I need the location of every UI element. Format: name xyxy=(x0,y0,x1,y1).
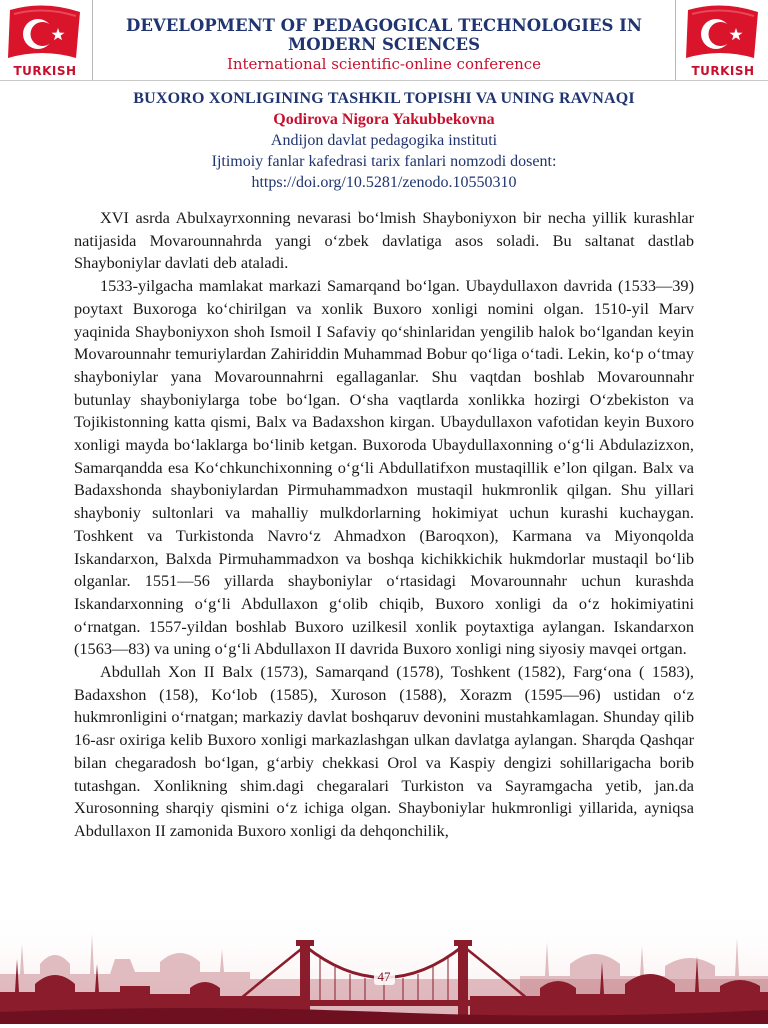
turkish-badge-right xyxy=(682,2,764,78)
article-body xyxy=(74,207,694,843)
badge-label-right: TURKISH xyxy=(691,64,755,78)
body-paragraph-1: XVI asrda Abulxayrxonning nevarasi boʻlmish Shayboniyxon bir necha yillik kurashlar natijasida Movarounnahrda yangi oʻzbek davlatiga asos soladi. Bu saltanat dastlab Shayboniylar davlati deb ataladi. xyxy=(74,208,694,273)
article-position: Ijtimoiy fanlar kafedrasi tarix fanlari nomzodi dosent: xyxy=(211,153,557,170)
article-institute: Andijon davlat pedagogika instituti xyxy=(270,132,498,149)
body-paragraph-3: Abdullah Xon II Balx (1573), Samarqand (1578), Toshkent (1582), Fargʻona ( 1583), Badaxshon (158), Koʻlob (1585), Xuroson (1588), Xorazm (1595—96) ustidan oʻz hukmronligini oʻrnatgan; markaziy davlat boshqaruv devonini mustahkamlagan. Shunday qilib 16-asr oxiriga kelib Buxoro xonligi markazlashgan ulkan davlatga aylangan. Sharqda Qashqar bilan chegaradosh boʻlgan, gʻarbiy chekkasi Orol va Kaspiy dengizi sohillarigacha borib tutashgan. Xonlikning shim.dagi chegaralari Turkiston va Sayramgacha yetib, jan.da Xurosonning sharqiy qismini oʻz ichiga olgan. Shayboniylar hukmronligi yillarida, ayniqsa Abdullaxon II zamonida Buxoro xonligi da dehqonchilik, xyxy=(74,662,694,840)
article-heading xyxy=(60,88,708,193)
body-paragraph-2: 1533-yilgacha mamlakat markazi Samarqand boʻlgan. Ubaydullaxon davrida (1533—39) poytaxt Buxoroga koʻchirilgan va xonlik Buxoro xonligi nomini olgan. 1510-yil Marv yaqinida Shayboniyxon shoh Ismoil I Safaviy qoʻshinlaridan yengilib halok boʻlgandan keyin Movarounnahr temuriylardan Zahiriddin Muhammad Bobur qoʻliga oʻtadi. Lekin, koʻp oʻtmay shayboniylar yana Movarounnahrni egallaganlar. Shu vaqtdan boshlab Movarounnahr butunlay shayboniylarga tobe boʻlgan. Oʻsha vaqtlarda xonlikka hozirgi Oʻzbekiston va Tojikistonning katta qismi, Balx va Badaxshon kirgan. Ubaydullaxon vafotidan keyin Buxoro xonligi mayda boʻlaklarga boʻlinib ketgan. Buxoroda Ubaydullaxonning oʻgʻli Abdulazizxon, Samarqandda esa Koʻchkunchixonning oʻgʻli Abdullatifxon mustaqillik eʼlon qilgan. Balx va Badaxshonda shayboniylardan Pirmuhammadxon mustaqil hukmronlik qilgan. Shu yillari shayboniy sultonlari va mahalliy mulkdorlarning hokimiyat uchun kurashi kuchaygan. Toshkent va Turkistonda Navroʻz Ahmadxon (Baroqxon), Karmana va Miyonqolda Iskandarxon, Balxda Pirmuhammadxon va boshqa kichikkichik hukmdorlar mustaqil boʻlib olganlar. 1551—56 yillarda shayboniylar oʻrtasidagi Movarounnahr uchun kurashda Iskandarxonning oʻgʻli Abdullaxon gʻolib chiqib, Buxoro xonligi da oʻz hokimiyatini oʻrnatgan. 1557-yildan boshlab Buxoro uzilkesil xonlik poytaxtiga aylangan. Iskandarxon (1563—83) va uning oʻgʻli Abdullaxon II davrida Buxoro xonligi ning siyosiy mavqei ortgan. xyxy=(74,276,694,659)
header-rule xyxy=(0,80,768,81)
page-number xyxy=(0,969,768,986)
header-divider-left xyxy=(92,0,93,80)
page-number-value: 47 xyxy=(374,969,395,985)
turkish-flag-icon xyxy=(4,2,86,64)
conference-title: DEVELOPMENT OF PEDAGOGICAL TECHNOLOGIES IN MODERN SCIENCES xyxy=(126,16,642,54)
article-doi-link[interactable]: https://doi.org/10.5281/zenodo.10550310 xyxy=(251,174,517,191)
turkish-flag-icon xyxy=(682,2,764,64)
article-title: BUXORO XONLIGINING TASHKIL TOPISHI VA UNING RAVNAQI xyxy=(133,90,635,107)
badge-label-left: TURKISH xyxy=(13,64,77,78)
footer-skyline xyxy=(0,904,768,1024)
conference-subtitle: International scientific-online conference xyxy=(226,55,542,73)
conference-header xyxy=(0,0,768,80)
article-author: Qodirova Nigora Yakubbekovna xyxy=(273,111,495,128)
header-divider-right xyxy=(675,0,676,80)
turkish-badge-left xyxy=(4,2,86,78)
istanbul-skyline-icon xyxy=(0,904,768,1024)
